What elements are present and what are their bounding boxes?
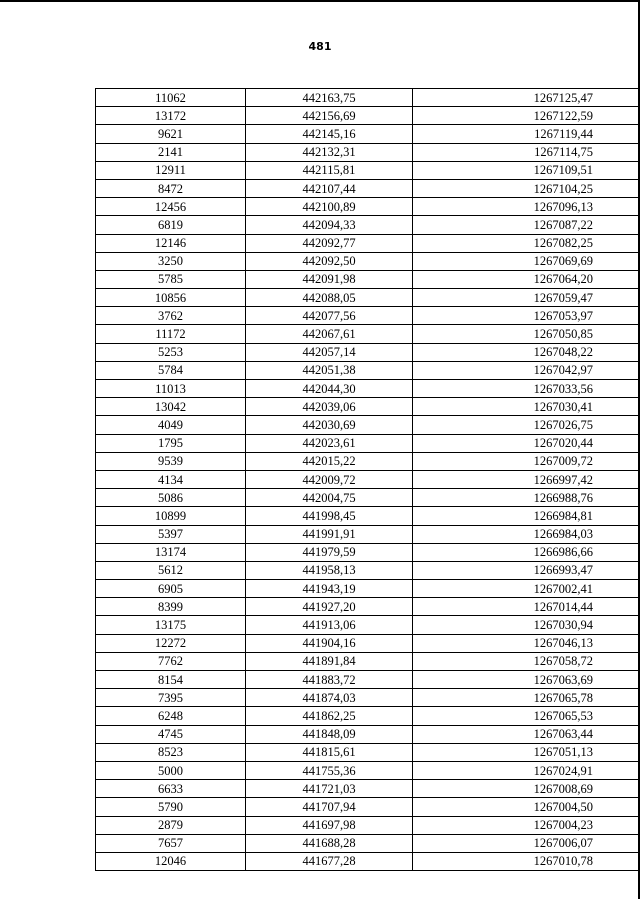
point-number-cell: 10899 — [96, 507, 246, 525]
table-row — [96, 671, 640, 689]
x-coordinate-cell: 441862,25 — [246, 707, 413, 725]
table-row — [96, 598, 640, 616]
point-number-cell: 9539 — [96, 452, 246, 470]
x-coordinate-cell: 441755,36 — [246, 761, 413, 779]
point-number-cell: 5612 — [96, 561, 246, 579]
x-coordinate-cell: 441958,13 — [246, 561, 413, 579]
y-coordinate-cell: 1267064,20 — [413, 270, 640, 288]
x-coordinate-cell: 441904,16 — [246, 634, 413, 652]
point-number-cell: 8154 — [96, 671, 246, 689]
table-row — [96, 543, 640, 561]
x-coordinate-cell: 442067,61 — [246, 325, 413, 343]
point-number-cell: 4049 — [96, 416, 246, 434]
x-coordinate-cell: 442044,30 — [246, 380, 413, 398]
y-coordinate-cell: 1267050,85 — [413, 325, 640, 343]
coordinates-table-container — [95, 88, 593, 871]
x-coordinate-cell: 442132,31 — [246, 143, 413, 161]
y-coordinate-cell: 1267030,41 — [413, 398, 640, 416]
point-number-cell: 3762 — [96, 307, 246, 325]
y-coordinate-cell: 1267030,94 — [413, 616, 640, 634]
x-coordinate-cell: 442115,81 — [246, 161, 413, 179]
y-coordinate-cell: 1266997,42 — [413, 470, 640, 488]
point-number-cell: 8399 — [96, 598, 246, 616]
point-number-cell: 5397 — [96, 525, 246, 543]
table-row — [96, 380, 640, 398]
point-number-cell: 13172 — [96, 107, 246, 125]
x-coordinate-cell: 442092,50 — [246, 252, 413, 270]
point-number-cell: 7395 — [96, 689, 246, 707]
point-number-cell: 6905 — [96, 580, 246, 598]
x-coordinate-cell: 441677,28 — [246, 852, 413, 870]
table-row — [96, 307, 640, 325]
y-coordinate-cell: 1267122,59 — [413, 107, 640, 125]
table-row — [96, 707, 640, 725]
table-row — [96, 743, 640, 761]
y-coordinate-cell: 1266993,47 — [413, 561, 640, 579]
y-coordinate-cell: 1267059,47 — [413, 289, 640, 307]
table-row — [96, 816, 640, 834]
table-row — [96, 761, 640, 779]
y-coordinate-cell: 1267048,22 — [413, 343, 640, 361]
x-coordinate-cell: 441883,72 — [246, 671, 413, 689]
table-row — [96, 525, 640, 543]
y-coordinate-cell: 1267082,25 — [413, 234, 640, 252]
table-row — [96, 652, 640, 670]
x-coordinate-cell: 441979,59 — [246, 543, 413, 561]
point-number-cell: 11062 — [96, 89, 246, 107]
y-coordinate-cell: 1267125,47 — [413, 89, 640, 107]
x-coordinate-cell: 441688,28 — [246, 834, 413, 852]
table-row — [96, 198, 640, 216]
table-row — [96, 507, 640, 525]
x-coordinate-cell: 442163,75 — [246, 89, 413, 107]
y-coordinate-cell: 1267024,91 — [413, 761, 640, 779]
table-row — [96, 452, 640, 470]
y-coordinate-cell: 1267104,25 — [413, 179, 640, 197]
y-coordinate-cell: 1267109,51 — [413, 161, 640, 179]
table-row — [96, 434, 640, 452]
x-coordinate-cell: 442091,98 — [246, 270, 413, 288]
y-coordinate-cell: 1267063,44 — [413, 725, 640, 743]
point-number-cell: 1795 — [96, 434, 246, 452]
table-row — [96, 361, 640, 379]
x-coordinate-cell: 441721,03 — [246, 780, 413, 798]
page-number: 481 — [308, 40, 332, 53]
x-coordinate-cell: 442100,89 — [246, 198, 413, 216]
y-coordinate-cell: 1266984,03 — [413, 525, 640, 543]
x-coordinate-cell: 442004,75 — [246, 489, 413, 507]
table-row — [96, 689, 640, 707]
y-coordinate-cell: 1267063,69 — [413, 671, 640, 689]
x-coordinate-cell: 442156,69 — [246, 107, 413, 125]
table-row — [96, 125, 640, 143]
point-number-cell: 12911 — [96, 161, 246, 179]
point-number-cell: 12456 — [96, 198, 246, 216]
y-coordinate-cell: 1267065,53 — [413, 707, 640, 725]
x-coordinate-cell: 442015,22 — [246, 452, 413, 470]
table-row — [96, 834, 640, 852]
table-row — [96, 252, 640, 270]
point-number-cell: 9621 — [96, 125, 246, 143]
x-coordinate-cell: 441998,45 — [246, 507, 413, 525]
y-coordinate-cell: 1267053,97 — [413, 307, 640, 325]
table-row — [96, 325, 640, 343]
point-number-cell: 2879 — [96, 816, 246, 834]
point-number-cell: 5253 — [96, 343, 246, 361]
table-row — [96, 161, 640, 179]
table-row — [96, 234, 640, 252]
x-coordinate-cell: 442057,14 — [246, 343, 413, 361]
x-coordinate-cell: 441913,06 — [246, 616, 413, 634]
x-coordinate-cell: 441697,98 — [246, 816, 413, 834]
y-coordinate-cell: 1267119,44 — [413, 125, 640, 143]
point-number-cell: 6633 — [96, 780, 246, 798]
point-number-cell: 11013 — [96, 380, 246, 398]
table-row — [96, 780, 640, 798]
table-row — [96, 107, 640, 125]
y-coordinate-cell: 1267051,13 — [413, 743, 640, 761]
x-coordinate-cell: 442107,44 — [246, 179, 413, 197]
y-coordinate-cell: 1267014,44 — [413, 598, 640, 616]
point-number-cell: 7657 — [96, 834, 246, 852]
point-number-cell: 5790 — [96, 798, 246, 816]
point-number-cell: 12046 — [96, 852, 246, 870]
point-number-cell: 6248 — [96, 707, 246, 725]
x-coordinate-cell: 441874,03 — [246, 689, 413, 707]
x-coordinate-cell: 441707,94 — [246, 798, 413, 816]
y-coordinate-cell: 1267009,72 — [413, 452, 640, 470]
table-row — [96, 616, 640, 634]
point-number-cell: 3250 — [96, 252, 246, 270]
point-number-cell: 12272 — [96, 634, 246, 652]
table-row — [96, 289, 640, 307]
y-coordinate-cell: 1266984,81 — [413, 507, 640, 525]
table-row — [96, 634, 640, 652]
point-number-cell: 6819 — [96, 216, 246, 234]
table-row — [96, 270, 640, 288]
y-coordinate-cell: 1267087,22 — [413, 216, 640, 234]
coordinates-table — [95, 88, 640, 871]
table-row — [96, 398, 640, 416]
y-coordinate-cell: 1267096,13 — [413, 198, 640, 216]
y-coordinate-cell: 1267069,69 — [413, 252, 640, 270]
table-row — [96, 561, 640, 579]
y-coordinate-cell: 1267042,97 — [413, 361, 640, 379]
point-number-cell: 4134 — [96, 470, 246, 488]
x-coordinate-cell: 442092,77 — [246, 234, 413, 252]
x-coordinate-cell: 442145,16 — [246, 125, 413, 143]
point-number-cell: 4745 — [96, 725, 246, 743]
point-number-cell: 8472 — [96, 179, 246, 197]
table-row — [96, 416, 640, 434]
table-row — [96, 725, 640, 743]
point-number-cell: 5784 — [96, 361, 246, 379]
y-coordinate-cell: 1267033,56 — [413, 380, 640, 398]
x-coordinate-cell: 441891,84 — [246, 652, 413, 670]
point-number-cell: 5000 — [96, 761, 246, 779]
x-coordinate-cell: 442088,05 — [246, 289, 413, 307]
table-row — [96, 143, 640, 161]
y-coordinate-cell: 1267006,07 — [413, 834, 640, 852]
point-number-cell: 10856 — [96, 289, 246, 307]
x-coordinate-cell: 442077,56 — [246, 307, 413, 325]
x-coordinate-cell: 442009,72 — [246, 470, 413, 488]
table-row — [96, 179, 640, 197]
table-row — [96, 489, 640, 507]
y-coordinate-cell: 1267065,78 — [413, 689, 640, 707]
point-number-cell: 13174 — [96, 543, 246, 561]
y-coordinate-cell: 1267010,78 — [413, 852, 640, 870]
y-coordinate-cell: 1266988,76 — [413, 489, 640, 507]
table-row — [96, 580, 640, 598]
point-number-cell: 11172 — [96, 325, 246, 343]
y-coordinate-cell: 1267020,44 — [413, 434, 640, 452]
y-coordinate-cell: 1267008,69 — [413, 780, 640, 798]
y-coordinate-cell: 1267002,41 — [413, 580, 640, 598]
y-coordinate-cell: 1267046,13 — [413, 634, 640, 652]
table-row — [96, 798, 640, 816]
point-number-cell: 13175 — [96, 616, 246, 634]
y-coordinate-cell: 1267114,75 — [413, 143, 640, 161]
point-number-cell: 8523 — [96, 743, 246, 761]
x-coordinate-cell: 442094,33 — [246, 216, 413, 234]
point-number-cell: 13042 — [96, 398, 246, 416]
x-coordinate-cell: 442051,38 — [246, 361, 413, 379]
y-coordinate-cell: 1267004,23 — [413, 816, 640, 834]
y-coordinate-cell: 1267058,72 — [413, 652, 640, 670]
y-coordinate-cell: 1267004,50 — [413, 798, 640, 816]
table-row — [96, 343, 640, 361]
x-coordinate-cell: 441943,19 — [246, 580, 413, 598]
x-coordinate-cell: 441991,91 — [246, 525, 413, 543]
point-number-cell: 7762 — [96, 652, 246, 670]
x-coordinate-cell: 441848,09 — [246, 725, 413, 743]
x-coordinate-cell: 442023,61 — [246, 434, 413, 452]
point-number-cell: 5785 — [96, 270, 246, 288]
x-coordinate-cell: 441927,20 — [246, 598, 413, 616]
y-coordinate-cell: 1267026,75 — [413, 416, 640, 434]
point-number-cell: 12146 — [96, 234, 246, 252]
point-number-cell: 2141 — [96, 143, 246, 161]
table-row — [96, 89, 640, 107]
coordinates-table-body — [96, 89, 640, 871]
table-row — [96, 216, 640, 234]
point-number-cell: 5086 — [96, 489, 246, 507]
table-row — [96, 470, 640, 488]
x-coordinate-cell: 441815,61 — [246, 743, 413, 761]
x-coordinate-cell: 442039,06 — [246, 398, 413, 416]
y-coordinate-cell: 1266986,66 — [413, 543, 640, 561]
table-row — [96, 852, 640, 870]
x-coordinate-cell: 442030,69 — [246, 416, 413, 434]
